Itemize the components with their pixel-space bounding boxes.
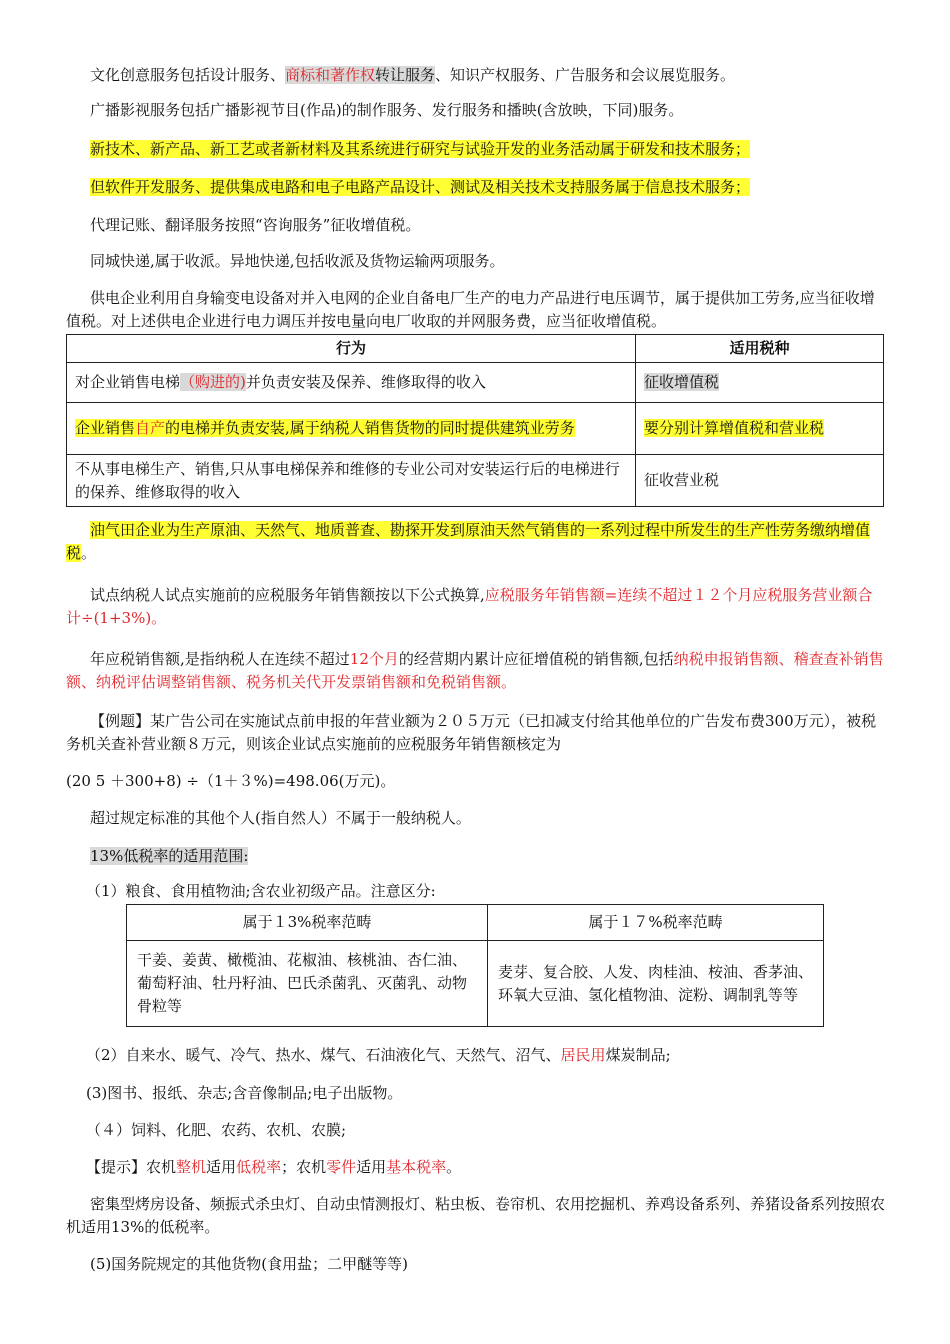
paragraph-express: 同城快递,属于收派。异地快递,包括收派及货物运输两项服务。 [90,252,505,270]
paragraph-individual: 超过规定标准的其他个人(指自然人）不属于一般纳税人。 [90,809,471,827]
elevator-tax-table [66,334,884,507]
paragraph-example: 【例题】某广告公司在实施试点前申报的年营业额为２０５万元（已扣减支付给其他单位的广告发布费300万元），被税务机关查补营业额８万元，则该企业试点实施前的应税服务年销售额核定为 [66,712,877,753]
table-cell: 不从事电梯生产、销售,只从事电梯保养和维修的专业公司对安装运行后的电梯进行的保养、维修取得的收入 [67,455,636,507]
paragraph-accounting: 代理记账、翻译服务按照“咨询服务”征收增值税。 [90,216,421,234]
table-cell: 征收增值税 [636,363,884,403]
highlight-transfer: 转让服务 [375,66,436,84]
tax-rate-table [126,904,824,1027]
formula-text: 应税服务年销售额=连续不超过１２个月应税服务营业额合计÷(1+3%)。 [66,586,873,627]
paragraph-cultural-services [66,64,886,87]
paragraph-oilfield: 油气田企业为生产原油、天然气、地质普查、勘探开发到原油天然气销售的一系列过程中所发生的生产性劳务缴纳增值税。 [66,521,871,562]
paragraph-grain: （1）粮食、食用植物油;含农业初级产品。注意区分: [86,882,436,900]
paragraph-books: (3)图书、报纸、杂志;含音像制品;电子出版物。 [86,1084,403,1102]
text: 、知识产权服务、广告服务和会议展览服务。 [435,66,736,84]
paragraph-pilot-formula: 试点纳税人试点实施前的应税服务年销售额按以下公式换算,应税服务年销售额=连续不超过１２个月应税服务营业额合计÷(1+3%)。 [66,586,873,627]
paragraph-software [66,176,886,199]
highlight-software: 但软件开发服务、提供集成电路和电子电路产品设计、测试及相关技术支持服务属于信息技术服务； [90,178,751,196]
paragraph-feed: （４）饲料、化肥、农药、农机、农膜; [86,1121,347,1139]
table-cell: 对企业销售电梯（购进的)并负责安装及保养、维修取得的收入 [67,363,636,403]
table-row [67,455,884,507]
table-cell: 要分别计算增值税和营业税 [636,403,884,455]
paragraph-low-rate-title: 13%低税率的适用范围: [90,847,249,865]
paragraph-tip: 【提示】农机整机适用低税率；农机零件适用基本税率。 [86,1158,462,1176]
table-cell: 企业销售自产的电梯并负责安装,属于纳税人销售货物的同时提供建筑业劳务 [67,403,636,455]
table-header-17: 属于１７%税率范畴 [488,905,824,941]
highlight-rd: 新技术、新产品、新工艺或者新材料及其系统进行研究与试验开发的业务活动属于研发和技术服务； [90,140,751,158]
table-header-13: 属于１3%税率范畴 [127,905,488,941]
table-row [67,363,884,403]
highlight-self-produced: 自产 [135,419,166,437]
paragraph-agri-equipment: 密集型烤房设备、频振式杀虫灯、自动虫情测报灯、粘虫板、卷帘机、农用挖掘机、养鸡设备系列、养猪设备系列按照农机适用13%的低税率。 [66,1195,886,1236]
table-row [127,941,824,1027]
table-header-tax: 适用税种 [636,335,884,363]
highlight-oilfield: 油气田企业为生产原油、天然气、地质普查、勘探开发到原油天然气销售的一系列过程中所发生的生产性劳务缴纳增值税 [66,521,871,562]
paragraph-rd [66,138,886,161]
paragraph-example-result: (20 5 ＋300+8) ÷（1＋３%)=498.06(万元)。 [66,772,396,790]
table-cell: 征收营业税 [636,455,884,507]
paragraph-power-supply: 供电企业利用自身输变电设备对并入电网的企业自备电厂生产的电力产品进行电压调节，属于提供加工劳务,应当征收增值税。对上述供电企业进行电力调压并按电量向电厂收取的并网服务费，应当征收增值税。 [66,289,875,330]
text: 文化创意服务包括设计服务、 [90,66,286,84]
paragraph-other-goods: (5)国务院规定的其他货物(食用盐；二甲醚等等) [90,1255,408,1273]
paragraph-utilities: （2）自来水、暖气、冷气、热水、煤气、石油液化气、天然气、沼气、居民用煤炭制品; [86,1046,671,1064]
table-row [67,403,884,455]
highlight-purchased: （购进的) [180,373,246,391]
paragraph-broadcast: 广播影视服务包括广播影视节目(作品)的制作服务、发行服务和播映(含放映，下同)服务。 [90,101,684,119]
highlight-trademark: 商标和著作权 [285,66,376,84]
table-cell: 麦芽、复合胶、人发、肉桂油、桉油、香茅油、环氧大豆油、氢化植物油、淀粉、调制乳等等 [488,941,824,1027]
paragraph-annual-sales: 年应税销售额,是指纳税人在连续不超过12个月的经营期内累计应征增值税的销售额,包括纳税申报销售额、稽查查补销售额、纳税评估调整销售额、税务机关代开发票销售额和免税销售额。 [66,650,884,691]
table-header-behavior: 行为 [67,335,636,363]
table-cell: 干姜、姜黄、橄榄油、花椒油、核桃油、杏仁油、葡萄籽油、牡丹籽油、巴氏杀菌乳、灭菌乳、动物骨粒等 [127,941,488,1027]
